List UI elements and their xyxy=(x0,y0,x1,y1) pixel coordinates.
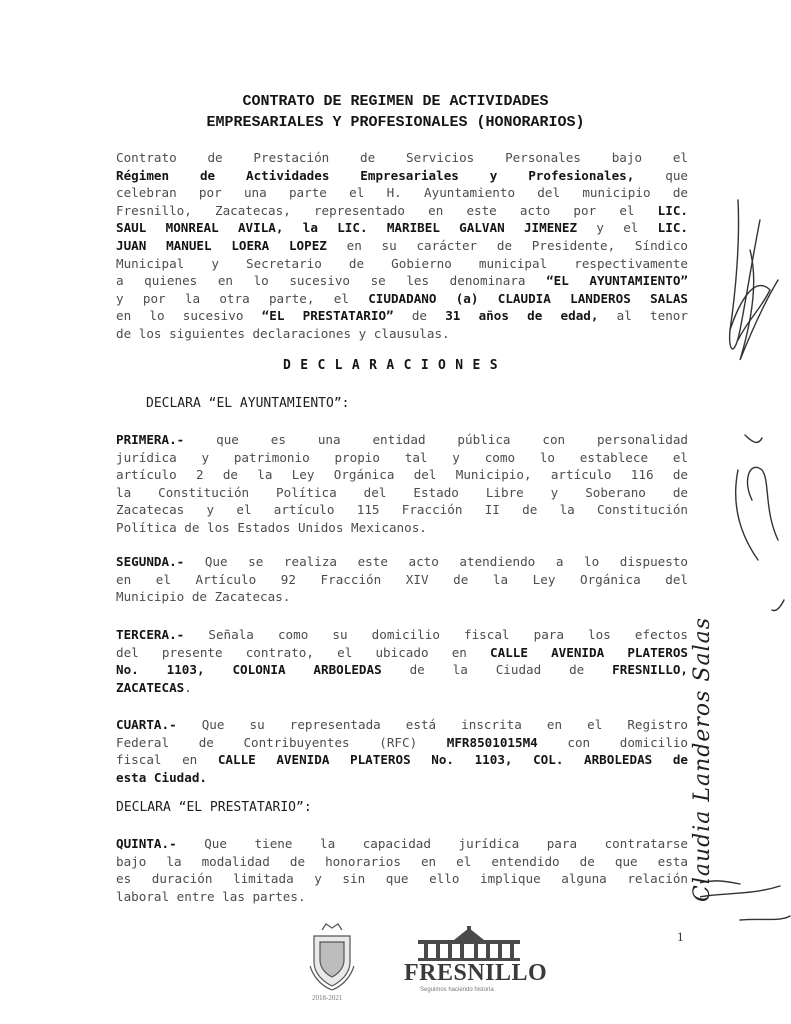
text-line xyxy=(116,571,688,589)
text-line xyxy=(116,661,688,679)
text-run: bajo la modalidad de honorarios en el entendido de que esta xyxy=(116,853,688,869)
text-line xyxy=(116,184,688,202)
bold-text-run: PRIMERA.- xyxy=(116,432,185,447)
bold-text-run: LIC. xyxy=(657,220,688,236)
fresnillo-building-logo-icon xyxy=(414,926,524,962)
text-line xyxy=(116,237,688,255)
text-run: al tenor xyxy=(598,308,688,324)
text-run: a quienes en lo sucesivo se les denominara xyxy=(116,273,547,289)
text-line xyxy=(116,769,688,787)
bold-text-run: esta Ciudad. xyxy=(116,769,207,785)
municipal-seal-icon xyxy=(306,922,358,992)
text-run: en lo sucesivo xyxy=(116,308,262,324)
text-run: fiscal en xyxy=(116,752,218,768)
text-line xyxy=(116,290,688,308)
text-line xyxy=(116,167,688,185)
text-run: celebran por una parte el H. Ayuntamiento del municipio de xyxy=(116,185,688,201)
text-line xyxy=(116,501,688,519)
text-run: que es una entidad pública con personalidad xyxy=(184,432,688,447)
bold-text-run: 31 años de edad, xyxy=(445,308,599,324)
text-line xyxy=(116,588,688,606)
text-run: con domicilio xyxy=(537,734,688,750)
text-line xyxy=(116,449,688,467)
clause-tercera xyxy=(116,626,688,696)
bold-text-run: CALLE AVENIDA PLATEROS No. 1103, COL. ARBOLEDAS de xyxy=(217,752,688,768)
text-line xyxy=(116,870,688,888)
bold-text-run: ZACATECAS xyxy=(116,679,185,695)
clause-cuarta xyxy=(116,716,688,786)
text-run: Que se realiza este acto atendiendo a lo dispuesto xyxy=(184,554,688,569)
bold-text-run: QUINTA.- xyxy=(116,836,177,851)
bold-text-run: SAUL MONREAL AVILA, la LIC. MARIBEL GALVAN JIMENEZ xyxy=(116,220,578,236)
page-number: 1 xyxy=(677,929,684,944)
bold-text-run: “EL AYUNTAMIENTO” xyxy=(546,273,688,289)
declara-prestatario-heading: DECLARA “EL PRESTATARIO”: xyxy=(116,800,312,815)
bold-text-run: JUAN MANUEL LOERA LOPEZ xyxy=(116,237,327,253)
text-run: del presente contrato, el ubicado en xyxy=(116,644,491,660)
text-run: Contrato de Prestación de Servicios Personales bajo el xyxy=(116,150,688,165)
text-line xyxy=(116,307,688,325)
text-line xyxy=(116,466,688,484)
text-run: artículo 2 de la Ley Orgánica del Municipio, artículo 116 de xyxy=(116,467,688,483)
text-line xyxy=(116,219,688,237)
text-run: de los siguientes declaraciones y clausulas. xyxy=(116,325,450,341)
contract-title-line-1: CONTRATO DE REGIMEN DE ACTIVIDADES xyxy=(242,93,549,110)
bold-text-run: Régimen de Actividades Empresariales y Profesionales, xyxy=(116,167,635,183)
text-run: Política de los Estados Unidos Mexicanos. xyxy=(116,519,427,535)
bold-text-run: LIC. xyxy=(657,202,688,218)
text-run: de xyxy=(393,308,446,324)
text-line xyxy=(116,679,688,697)
text-line xyxy=(116,255,688,273)
text-run: Fresnillo, Zacatecas, representado en este acto por el xyxy=(116,202,658,218)
text-run: y por la otra parte, el xyxy=(116,290,369,306)
text-line xyxy=(116,835,688,853)
text-run: Municipio de Zacatecas. xyxy=(116,589,291,605)
bold-text-run: “EL PRESTATARIO” xyxy=(261,308,394,324)
bold-text-run: CUARTA.- xyxy=(116,717,177,732)
text-line xyxy=(116,149,688,167)
text-line xyxy=(116,751,688,769)
text-line xyxy=(116,325,688,343)
declara-ayuntamiento-heading: DECLARA “EL AYUNTAMIENTO”: xyxy=(146,396,350,411)
text-run: de la Ciudad de xyxy=(381,662,613,678)
text-run: que xyxy=(634,167,688,183)
text-run: Federal de Contribuyentes (RFC) xyxy=(116,734,447,750)
text-line xyxy=(116,519,688,537)
text-run: la Constitución Política del Estado Libre y Soberano de xyxy=(116,484,688,500)
intro-paragraph xyxy=(116,149,688,343)
fresnillo-tagline: Seguimos haciendo historia xyxy=(420,987,494,993)
text-line xyxy=(116,431,688,449)
text-run: en su carácter de Presidente, Síndico xyxy=(326,237,688,253)
text-run: en el Artículo 92 Fracción XIV de la Ley Orgánica del xyxy=(116,571,688,587)
text-run: Que tiene la capacidad jurídica para contratarse xyxy=(176,836,688,851)
text-run: jurídica y patrimonio propio tal y como lo establece el xyxy=(116,449,688,465)
bold-text-run: MFR8501015M4 xyxy=(446,734,538,750)
text-line xyxy=(116,853,688,871)
clause-segunda xyxy=(116,553,688,606)
text-line xyxy=(116,484,688,502)
text-run: es duración limitada y sin que ello implique alguna relación xyxy=(116,871,688,887)
text-line xyxy=(116,734,688,752)
fresnillo-brand: FRESNILLO xyxy=(404,960,548,986)
bold-text-run: SEGUNDA.- xyxy=(116,554,185,569)
text-run: . xyxy=(184,679,192,695)
bold-text-run: FRESNILLO, xyxy=(612,662,688,678)
bold-text-run: CALLE AVENIDA PLATEROS xyxy=(490,644,688,660)
text-line xyxy=(116,272,688,290)
text-run: Municipal y Secretario de Gobierno municipal respectivamente xyxy=(116,255,688,271)
text-line xyxy=(116,202,688,220)
text-line xyxy=(116,626,688,644)
clause-quinta xyxy=(116,835,688,905)
bold-text-run: CIUDADANO (a) CLAUDIA LANDEROS SALAS xyxy=(368,290,688,306)
text-line xyxy=(116,716,688,734)
text-run: Zacatecas y el artículo 115 Fracción II de la Constitución xyxy=(116,502,688,518)
declaraciones-heading: DECLARACIONES xyxy=(283,358,507,373)
text-run: Señala como su domicilio fiscal para los efectos xyxy=(184,627,688,642)
contract-title-line-2: EMPRESARIALES Y PROFESIONALES (HONORARIOS) xyxy=(206,114,585,131)
text-run: y el xyxy=(577,220,658,236)
clause-primera xyxy=(116,431,688,537)
text-line xyxy=(116,553,688,571)
text-line xyxy=(116,644,688,662)
bold-text-run: TERCERA.- xyxy=(116,627,185,642)
text-run: Que su representada está inscrita en el Registro xyxy=(176,717,688,732)
text-line xyxy=(116,888,688,906)
handwritten-name-vertical: Claudia Landeros Salas xyxy=(690,616,715,902)
administration-years: 2018-2021 xyxy=(312,994,343,1002)
text-run: laboral entre las partes. xyxy=(116,888,306,904)
bold-text-run: No. 1103, COLONIA ARBOLEDAS xyxy=(116,662,382,678)
